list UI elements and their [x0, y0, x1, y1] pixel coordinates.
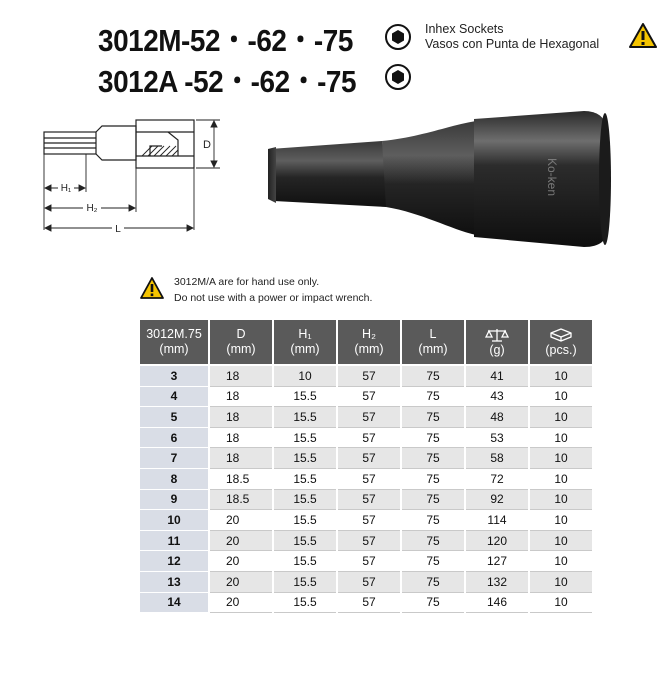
header-unit: (pcs.)	[545, 342, 577, 357]
cell-size: 6	[140, 428, 208, 449]
cell-weight: 92	[466, 490, 528, 511]
header-text: H₂	[362, 327, 376, 341]
product-title-line2: 3012A -52・-62・-75	[98, 64, 357, 99]
label-l: L	[115, 224, 121, 234]
cell-weight: 132	[466, 572, 528, 593]
cell-l: 75	[402, 469, 464, 490]
socket-product-photo	[262, 97, 617, 257]
cell-h2: 57	[338, 551, 400, 572]
cell-quantity: 10	[530, 448, 592, 469]
subtitle-english: Inhex Sockets	[425, 22, 504, 36]
cell-h2: 57	[338, 387, 400, 408]
box-icon	[549, 327, 573, 343]
cell-l: 75	[402, 510, 464, 531]
hex-socket-icon	[385, 24, 411, 50]
cell-weight: 120	[466, 531, 528, 552]
column-header-size	[140, 320, 208, 366]
cell-d: 18	[210, 428, 272, 449]
cell-quantity: 10	[530, 531, 592, 552]
column-header-h1	[274, 320, 336, 366]
label-h1: H₁	[60, 183, 72, 194]
cell-l: 75	[402, 531, 464, 552]
label-d: D	[203, 139, 211, 151]
cell-d: 18.5	[210, 469, 272, 490]
table-row	[140, 428, 592, 449]
cell-h1: 15.5	[274, 387, 336, 408]
brand-logo-text: Ko-ken	[545, 157, 559, 197]
socket-dimension-diagram	[38, 112, 223, 234]
header-text: 3012M.75	[146, 327, 202, 341]
spec-table-header-row	[140, 320, 592, 366]
column-header-weight	[466, 320, 528, 366]
table-row	[140, 407, 592, 428]
cell-h1: 15.5	[274, 551, 336, 572]
scale-icon	[485, 327, 509, 343]
table-row	[140, 366, 592, 387]
cell-h1: 15.5	[274, 593, 336, 614]
cell-h2: 57	[338, 572, 400, 593]
cell-weight: 41	[466, 366, 528, 387]
cell-size: 4	[140, 387, 208, 408]
cell-quantity: 10	[530, 469, 592, 490]
table-row	[140, 531, 592, 552]
cell-weight: 114	[466, 510, 528, 531]
label-h2: H₂	[86, 203, 98, 214]
cell-h2: 57	[338, 490, 400, 511]
cell-weight: 43	[466, 387, 528, 408]
cell-l: 75	[402, 572, 464, 593]
cell-d: 20	[210, 531, 272, 552]
cell-h2: 57	[338, 531, 400, 552]
hex-socket-icon	[385, 64, 411, 90]
cell-size: 14	[140, 593, 208, 614]
cell-quantity: 10	[530, 407, 592, 428]
cell-h2: 57	[338, 593, 400, 614]
cell-l: 75	[402, 593, 464, 614]
cell-size: 3	[140, 366, 208, 387]
cell-quantity: 10	[530, 510, 592, 531]
cell-quantity: 10	[530, 593, 592, 614]
cell-l: 75	[402, 428, 464, 449]
cell-size: 7	[140, 448, 208, 469]
header-text: D	[236, 327, 246, 341]
cell-h2: 57	[338, 407, 400, 428]
cell-size: 9	[140, 490, 208, 511]
table-row	[140, 387, 592, 408]
cell-d: 18	[210, 448, 272, 469]
cell-size: 12	[140, 551, 208, 572]
cell-d: 18	[210, 387, 272, 408]
table-row	[140, 551, 592, 572]
cell-d: 18.5	[210, 490, 272, 511]
cell-weight: 53	[466, 428, 528, 449]
cell-weight: 146	[466, 593, 528, 614]
cell-h1: 10	[274, 366, 336, 387]
cell-h2: 57	[338, 469, 400, 490]
header-unit: (mm)	[418, 342, 448, 356]
cell-l: 75	[402, 551, 464, 572]
cell-weight: 58	[466, 448, 528, 469]
table-row	[140, 572, 592, 593]
cell-h1: 15.5	[274, 407, 336, 428]
cell-d: 20	[210, 551, 272, 572]
cell-d: 20	[210, 593, 272, 614]
table-row	[140, 510, 592, 531]
cell-h2: 57	[338, 510, 400, 531]
table-row	[140, 490, 592, 511]
table-row	[140, 593, 592, 614]
cell-size: 11	[140, 531, 208, 552]
cell-l: 75	[402, 490, 464, 511]
header-text: H₁	[298, 327, 312, 341]
spec-table	[138, 320, 594, 613]
cell-quantity: 10	[530, 387, 592, 408]
cell-d: 18	[210, 366, 272, 387]
cell-d: 20	[210, 510, 272, 531]
header-unit: (g)	[489, 342, 505, 357]
usage-note-line1: 3012M/A are for hand use only.	[174, 276, 320, 288]
cell-size: 10	[140, 510, 208, 531]
warning-icon	[628, 22, 658, 49]
cell-d: 18	[210, 407, 272, 428]
subtitle-spanish: Vasos con Punta de Hexagonal	[425, 37, 600, 51]
product-title-line1: 3012M-52・-62・-75	[98, 23, 353, 58]
header-unit: (mm)	[354, 342, 384, 356]
cell-quantity: 10	[530, 490, 592, 511]
cell-h1: 15.5	[274, 531, 336, 552]
cell-quantity: 10	[530, 551, 592, 572]
cell-l: 75	[402, 407, 464, 428]
cell-h1: 15.5	[274, 510, 336, 531]
column-header-quantity	[530, 320, 592, 366]
column-header-l	[402, 320, 464, 366]
cell-weight: 72	[466, 469, 528, 490]
table-row	[140, 448, 592, 469]
cell-size: 13	[140, 572, 208, 593]
cell-h1: 15.5	[274, 572, 336, 593]
cell-h2: 57	[338, 428, 400, 449]
warning-icon	[139, 276, 165, 300]
header-unit: (mm)	[226, 342, 256, 356]
table-row	[140, 469, 592, 490]
cell-weight: 127	[466, 551, 528, 572]
cell-h1: 15.5	[274, 428, 336, 449]
header-unit: (mm)	[159, 342, 189, 356]
cell-l: 75	[402, 387, 464, 408]
cell-quantity: 10	[530, 366, 592, 387]
cell-h2: 57	[338, 448, 400, 469]
cell-h1: 15.5	[274, 469, 336, 490]
cell-l: 75	[402, 366, 464, 387]
usage-note-line2: Do not use with a power or impact wrench.	[174, 292, 373, 304]
header-text: L	[429, 327, 437, 341]
cell-h1: 15.5	[274, 490, 336, 511]
cell-h2: 57	[338, 366, 400, 387]
cell-quantity: 10	[530, 428, 592, 449]
cell-d: 20	[210, 572, 272, 593]
column-header-h2	[338, 320, 400, 366]
cell-l: 75	[402, 448, 464, 469]
cell-size: 5	[140, 407, 208, 428]
cell-weight: 48	[466, 407, 528, 428]
cell-quantity: 10	[530, 572, 592, 593]
column-header-d	[210, 320, 272, 366]
cell-h1: 15.5	[274, 448, 336, 469]
header-unit: (mm)	[290, 342, 320, 356]
cell-size: 8	[140, 469, 208, 490]
